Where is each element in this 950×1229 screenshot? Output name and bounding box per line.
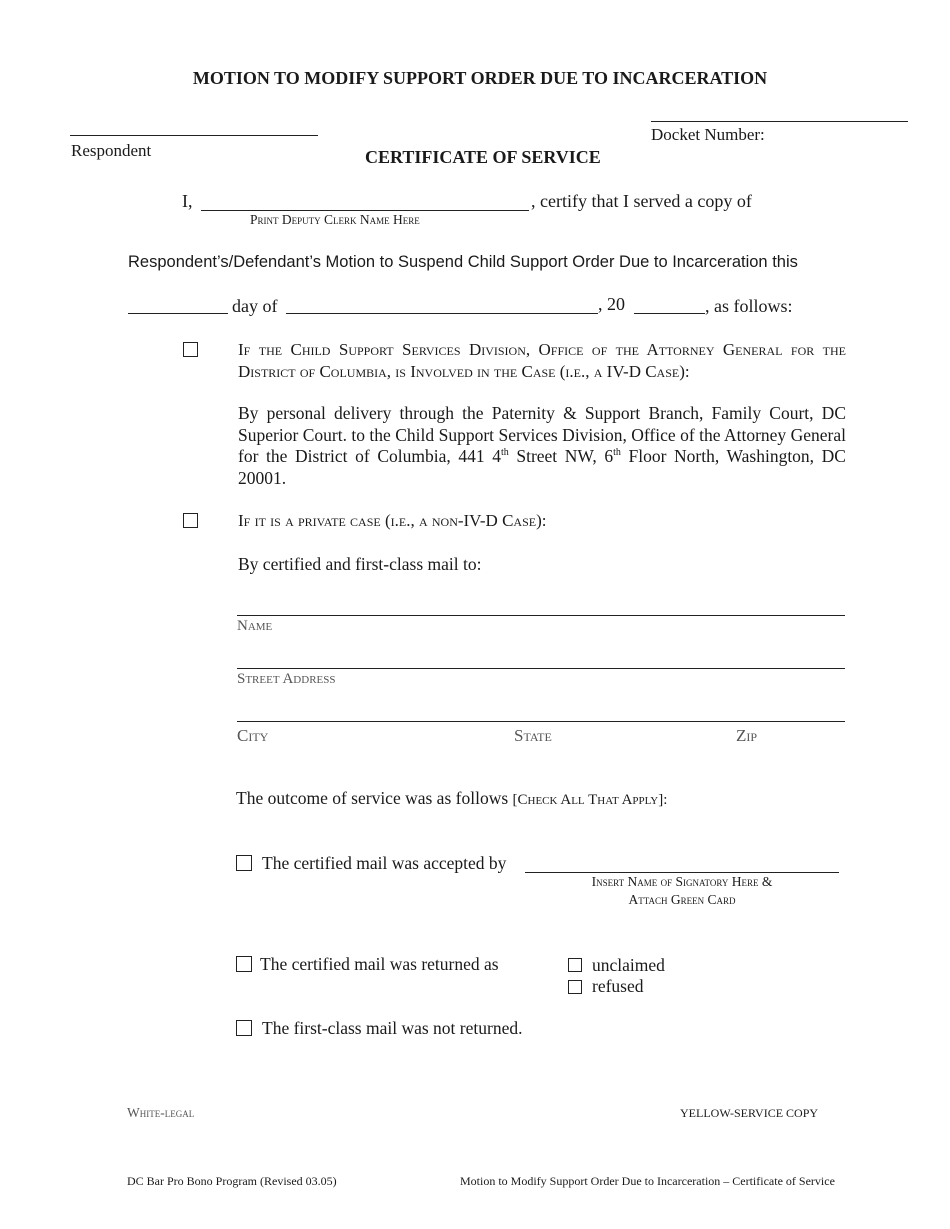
footer-right: Motion to Modify Support Order Due to Incarceration – Certificate of Service — [460, 1174, 835, 1188]
agency-delivery-text: By personal delivery through the Paternity & Support Branch, Family Court, DC Superior Court. to the Child Support Services Division, Office of the Attorney General for the District of Columbia, 441 4th Street NW, 6th Floor North, Washington, DC 20001. — [238, 403, 846, 488]
as-follows: , as follows: — [705, 296, 793, 316]
zip-label: Zip — [736, 726, 758, 745]
day-of-label: day of — [232, 296, 278, 316]
mail-to-text: By certified and first-class mail to: — [238, 554, 482, 574]
accepted-text: The certified mail was accepted by — [262, 853, 507, 873]
outcome-intro: The outcome of service was as follows [Check All That Apply]: — [236, 788, 668, 808]
not-returned-text: The first-class mail was not returned. — [262, 1018, 523, 1038]
certify-prefix: I, — [182, 191, 193, 211]
refused-label: refused — [592, 976, 644, 996]
unclaimed-checkbox[interactable] — [568, 958, 582, 972]
street-address-line[interactable] — [237, 668, 845, 669]
agency-case-checkbox[interactable] — [183, 342, 198, 357]
state-label: State — [514, 726, 552, 745]
returned-checkbox[interactable] — [236, 956, 252, 972]
street-address-label: Street Address — [237, 671, 336, 687]
private-case-heading: If it is a private case (i.e., a non-IV-D Case): — [238, 511, 547, 530]
accepted-checkbox[interactable] — [236, 855, 252, 871]
not-returned-checkbox[interactable] — [236, 1020, 252, 1036]
private-case-checkbox[interactable] — [183, 513, 198, 528]
white-copy-label: White-legal — [127, 1105, 195, 1120]
footer-left: DC Bar Pro Bono Program (Revised 03.05) — [127, 1174, 337, 1188]
respondent-line[interactable] — [70, 135, 318, 136]
month-line[interactable] — [286, 313, 598, 314]
day-line[interactable] — [128, 313, 228, 314]
respondent-label: Respondent — [71, 141, 152, 160]
motion-line: Respondent’s/Defendant’s Motion to Suspend Child Support Order Due to Incarceration this — [128, 253, 798, 271]
signatory-name-line[interactable] — [525, 872, 839, 873]
yellow-copy-label: YELLOW-SERVICE COPY — [680, 1106, 819, 1120]
refused-checkbox[interactable] — [568, 980, 582, 994]
returned-text: The certified mail was returned as — [260, 954, 499, 974]
recipient-name-line[interactable] — [237, 615, 845, 616]
clerk-caption: Print Deputy Clerk Name Here — [250, 212, 420, 227]
city-state-zip-line[interactable] — [237, 721, 845, 722]
docket-label: Docket Number: — [651, 125, 765, 144]
docket-line[interactable] — [651, 121, 908, 122]
agency-case-heading: If the Child Support Services Division, Office of the Attorney General for the District of Columbia, is Involved in the Case (i.e., a IV-D Case): — [238, 340, 846, 381]
certificate-title: CERTIFICATE OF SERVICE — [365, 147, 601, 167]
name-label: Name — [237, 618, 273, 634]
document-title: MOTION TO MODIFY SUPPORT ORDER DUE TO INCARCERATION — [192, 68, 768, 88]
deputy-clerk-name-line[interactable] — [201, 210, 529, 211]
city-label: City — [237, 726, 269, 745]
certify-suffix: , certify that I served a copy of — [531, 191, 752, 211]
year-line[interactable] — [634, 313, 705, 314]
signatory-caption-1: Insert Name of Signatory Here & — [591, 874, 773, 889]
year-prefix: , 20 — [598, 294, 625, 314]
unclaimed-label: unclaimed — [592, 955, 665, 975]
signatory-caption-2: Attach Green Card — [628, 892, 736, 907]
